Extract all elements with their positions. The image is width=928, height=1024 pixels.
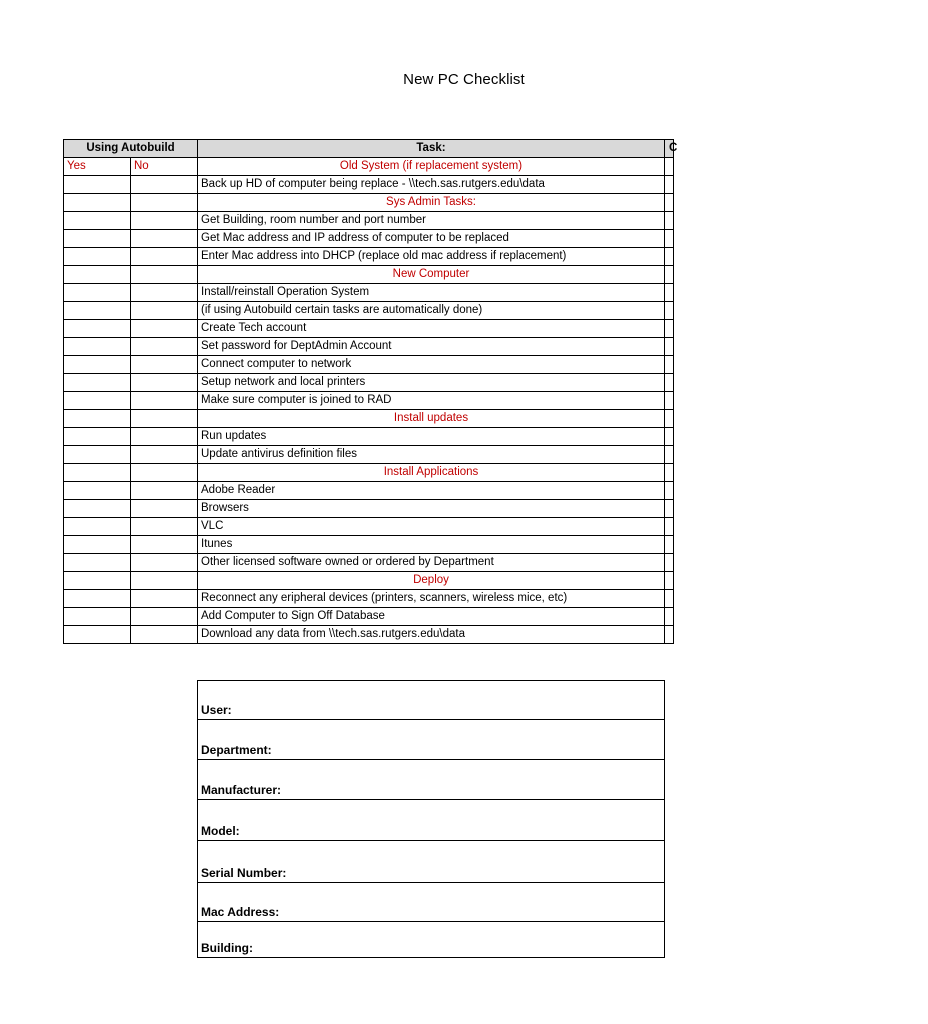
task-label: Connect computer to network	[198, 356, 665, 374]
task-label: Browsers	[198, 500, 665, 518]
extra-cell	[665, 230, 674, 248]
extra-cell	[665, 482, 674, 500]
task-label: Install/reinstall Operation System	[198, 284, 665, 302]
checklist-table	[63, 139, 678, 644]
extra-cell	[665, 500, 674, 518]
no-checkbox-cell[interactable]	[131, 572, 198, 590]
no-checkbox-cell[interactable]	[131, 176, 198, 194]
no-checkbox-cell[interactable]	[131, 554, 198, 572]
info-field-label: Department:	[201, 743, 272, 757]
extra-cell	[665, 572, 674, 590]
task-label: Enter Mac address into DHCP (replace old mac address if replacement)	[198, 248, 665, 266]
info-field-label: Mac Address:	[201, 905, 280, 919]
yes-checkbox-cell[interactable]	[64, 392, 131, 410]
extra-cell	[665, 626, 674, 644]
task-label: (if using Autobuild certain tasks are automatically done)	[198, 302, 665, 320]
no-checkbox-cell[interactable]	[131, 392, 198, 410]
yes-checkbox-cell[interactable]	[64, 464, 131, 482]
task-label: Update antivirus definition files	[198, 446, 665, 464]
no-checkbox-cell[interactable]	[131, 410, 198, 428]
task-label: Download any data from \\tech.sas.rutgers.edu\data	[198, 626, 665, 644]
task-row	[64, 374, 674, 392]
extra-cell	[665, 392, 674, 410]
extra-cell	[665, 590, 674, 608]
yes-checkbox-cell[interactable]	[64, 248, 131, 266]
task-row	[64, 392, 674, 410]
section-row	[64, 572, 674, 590]
task-row	[64, 338, 674, 356]
task-label: Back up HD of computer being replace - \\tech.sas.rutgers.edu\data	[198, 176, 665, 194]
page-title: New PC Checklist	[403, 71, 525, 88]
extra-cell	[665, 338, 674, 356]
task-row	[64, 500, 674, 518]
task-row	[64, 284, 674, 302]
info-field-label: Building:	[201, 941, 253, 955]
task-label: Add Computer to Sign Off Database	[198, 608, 665, 626]
extra-cell	[665, 158, 674, 176]
yes-checkbox-cell[interactable]	[64, 500, 131, 518]
task-label: Adobe Reader	[198, 482, 665, 500]
extra-cell	[665, 266, 674, 284]
extra-cell	[665, 608, 674, 626]
yes-checkbox-cell[interactable]	[64, 338, 131, 356]
task-row	[64, 356, 674, 374]
task-row	[64, 590, 674, 608]
info-field-label: Manufacturer:	[201, 783, 282, 797]
no-checkbox-cell[interactable]	[131, 338, 198, 356]
no-checkbox-cell[interactable]	[131, 194, 198, 212]
section-row	[64, 194, 674, 212]
task-row	[64, 608, 674, 626]
extra-cell	[665, 446, 674, 464]
info-field-row[interactable]	[198, 841, 664, 883]
extra-cell	[665, 356, 674, 374]
section-heading: Deploy	[198, 572, 665, 590]
no-checkbox-cell[interactable]	[131, 284, 198, 302]
task-row	[64, 212, 674, 230]
extra-cell	[665, 428, 674, 446]
task-label: Itunes	[198, 536, 665, 554]
section-heading: Sys Admin Tasks:	[198, 194, 665, 212]
yes-checkbox-cell[interactable]	[64, 266, 131, 284]
no-checkbox-cell[interactable]	[131, 608, 198, 626]
yes-checkbox-cell[interactable]	[64, 176, 131, 194]
extra-cell	[665, 464, 674, 482]
header-task: Task:	[198, 140, 665, 158]
extra-cell	[665, 212, 674, 230]
no-checkbox-cell[interactable]	[131, 266, 198, 284]
extra-cell	[665, 536, 674, 554]
section-row	[64, 464, 674, 482]
extra-cell	[665, 302, 674, 320]
no-checkbox-cell[interactable]	[131, 320, 198, 338]
yes-checkbox-cell[interactable]	[64, 626, 131, 644]
info-field-row[interactable]	[198, 760, 664, 800]
task-row	[64, 248, 674, 266]
yes-checkbox-cell[interactable]	[64, 356, 131, 374]
no-checkbox-cell[interactable]	[131, 446, 198, 464]
no-checkbox-cell[interactable]	[131, 248, 198, 266]
info-field-label: Serial Number:	[201, 866, 287, 880]
task-row	[64, 230, 674, 248]
task-label: Reconnect any eripheral devices (printers, scanners, wireless mice, etc)	[198, 590, 665, 608]
yes-checkbox-cell[interactable]	[64, 194, 131, 212]
info-field-row[interactable]	[198, 681, 664, 720]
yes-checkbox-cell[interactable]	[64, 320, 131, 338]
device-info-box	[197, 680, 665, 958]
section-row	[64, 266, 674, 284]
yes-checkbox-cell[interactable]	[64, 518, 131, 536]
yes-checkbox-cell[interactable]	[64, 572, 131, 590]
task-label: Get Building, room number and port number	[198, 212, 665, 230]
no-checkbox-cell[interactable]	[131, 482, 198, 500]
info-field-label: Model:	[201, 824, 240, 838]
info-field-row[interactable]	[198, 720, 664, 760]
section-row	[64, 410, 674, 428]
yes-checkbox-cell[interactable]	[64, 446, 131, 464]
checklist-container	[63, 139, 678, 649]
task-row	[64, 320, 674, 338]
section-row	[64, 158, 674, 176]
yes-checkbox-cell[interactable]	[64, 410, 131, 428]
info-field-row[interactable]	[198, 922, 664, 957]
task-label: Get Mac address and IP address of computer to be replaced	[198, 230, 665, 248]
task-label: VLC	[198, 518, 665, 536]
header-autobuild: Using Autobuild	[64, 140, 198, 158]
no-checkbox-cell[interactable]	[131, 428, 198, 446]
no-checkbox-cell[interactable]	[131, 464, 198, 482]
section-heading: Old System (if replacement system)	[198, 158, 665, 176]
task-row	[64, 536, 674, 554]
task-row	[64, 518, 674, 536]
no-checkbox-cell[interactable]	[131, 230, 198, 248]
info-field-row[interactable]	[198, 800, 664, 841]
task-label: Setup network and local printers	[198, 374, 665, 392]
no-checkbox-cell[interactable]	[131, 518, 198, 536]
yes-checkbox-cell[interactable]	[64, 608, 131, 626]
info-field-row[interactable]	[198, 883, 664, 922]
yes-checkbox-cell[interactable]	[64, 284, 131, 302]
extra-cell	[665, 176, 674, 194]
extra-cell	[665, 284, 674, 302]
task-row	[64, 554, 674, 572]
task-label: Run updates	[198, 428, 665, 446]
info-field-label: User:	[201, 703, 232, 717]
header-extra: C	[665, 140, 674, 158]
task-label: Create Tech account	[198, 320, 665, 338]
yes-checkbox-cell[interactable]	[64, 536, 131, 554]
task-row	[64, 428, 674, 446]
extra-cell	[665, 374, 674, 392]
section-heading: Install Applications	[198, 464, 665, 482]
task-label: Other licensed software owned or ordered by Department	[198, 554, 665, 572]
no-checkbox-cell[interactable]	[131, 212, 198, 230]
no-checkbox-cell[interactable]	[131, 374, 198, 392]
task-row	[64, 482, 674, 500]
yes-checkbox-cell[interactable]: Yes	[64, 158, 131, 176]
extra-cell	[665, 194, 674, 212]
task-label: Set password for DeptAdmin Account	[198, 338, 665, 356]
yes-checkbox-cell[interactable]	[64, 482, 131, 500]
no-checkbox-cell[interactable]	[131, 356, 198, 374]
extra-cell	[665, 554, 674, 572]
no-checkbox-cell[interactable]	[131, 590, 198, 608]
task-row	[64, 446, 674, 464]
yes-checkbox-cell[interactable]	[64, 374, 131, 392]
no-checkbox-cell[interactable]	[131, 302, 198, 320]
yes-checkbox-cell[interactable]	[64, 212, 131, 230]
yes-checkbox-cell[interactable]	[64, 590, 131, 608]
no-checkbox-cell[interactable]	[131, 500, 198, 518]
extra-cell	[665, 248, 674, 266]
task-row	[64, 626, 674, 644]
task-row	[64, 176, 674, 194]
yes-checkbox-cell[interactable]	[64, 428, 131, 446]
no-checkbox-cell[interactable]	[131, 626, 198, 644]
task-label: Make sure computer is joined to RAD	[198, 392, 665, 410]
task-row	[64, 302, 674, 320]
yes-checkbox-cell[interactable]	[64, 302, 131, 320]
section-heading: New Computer	[198, 266, 665, 284]
extra-cell	[665, 518, 674, 536]
yes-checkbox-cell[interactable]	[64, 230, 131, 248]
extra-cell	[665, 410, 674, 428]
yes-checkbox-cell[interactable]	[64, 554, 131, 572]
no-checkbox-cell[interactable]	[131, 536, 198, 554]
checklist-body	[64, 158, 674, 644]
section-heading: Install updates	[198, 410, 665, 428]
checklist-header-row	[64, 140, 674, 158]
no-checkbox-cell[interactable]: No	[131, 158, 198, 176]
extra-cell	[665, 320, 674, 338]
